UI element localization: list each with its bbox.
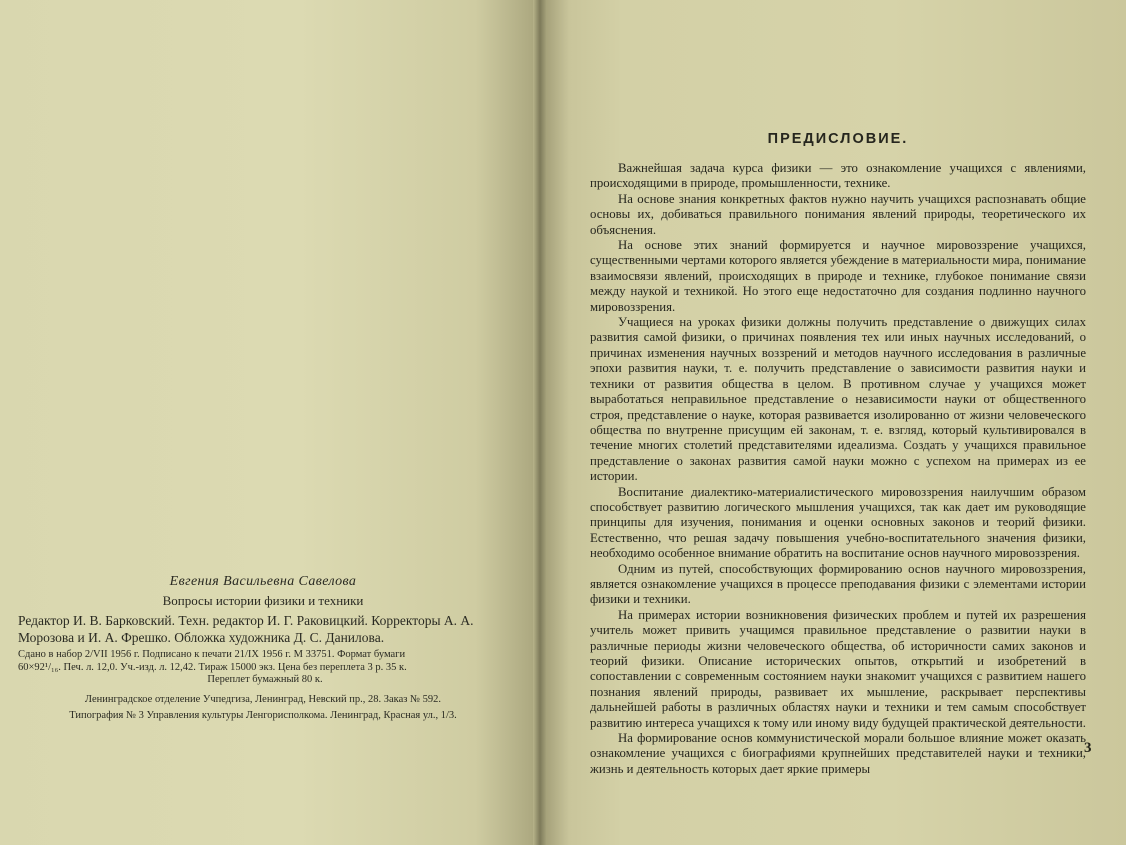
preface-paragraph: На основе знания конкретных фактов нужно научить учащихся распознавать общие основы их, добиваться правильного понимания явлений природы, теоретического их объяснения. [590, 191, 1086, 237]
print-details [18, 649, 512, 687]
page-number: 3 [1084, 740, 1092, 756]
imprint-block [14, 574, 512, 723]
preface-paragraph: Учащиеся на уроках физики должны получить представление о движущих силах развития самой физики, о причинах появления тех или иных научных исследований, о причинах изменения научных воззрений и методов научного исследования в различные эпохи развития науки, т. е. получить представление о зависимости развития науки и техники от развития общества в целом. В противном случае у учащихся может выработаться неправильное представление о независимости науки от общественного строя, представление о науке, которая развивается изолированно от жизни человеческого общества по внутренне присущим ей законам, т. е. взгляд, который культивировался в течение многих столетий представителями идеализма. Создать у учащихся правильное представление о законах развития самой науки можно с успехом на примерах из ее истории. [590, 315, 1086, 484]
print-line: 60×92¹/₁₆. Печ. л. 12,0. Уч.-изд. л. 12,42. Тираж 15000 экз. Цена без переплета 3 р. 35 к. [18, 661, 407, 673]
preface-body [590, 161, 1086, 777]
typography-line: Типография № 3 Управления культуры Ленгорисполкома. Ленинград, Красная ул., 1/3. [69, 709, 457, 721]
preface-section [590, 131, 1086, 777]
preface-paragraph: На формирование основ коммунистической морали большое влияние может оказать ознакомление учащихся с биографиями крупнейших представителей науки и техники, жизнь и деятельность которых дает яркие примеры [590, 731, 1086, 776]
print-line: Сдано в набор 2/VII 1956 г. Подписано к печати 21/IX 1956 г. М 33751. Формат бумаги [18, 649, 406, 660]
publisher-line: Ленинградское отделение Учпедгиза, Ленинград, Невский пр., 28. Заказ № 592. [84, 693, 442, 705]
preface-paragraph: Одним из путей, способствующих формированию основ научного мировоззрения, является ознакомление учащихся в процессе преподавания физики с элементами истории физики и техники. [590, 561, 1086, 607]
print-line: Переплет бумажный 80 к. [207, 674, 323, 685]
editors-credits: Редактор И. В. Барковский. Техн. редактор И. Г. Раковицкий. Корректоры А. А. Морозова и И. А. Фрешко. Обложка художника Д. С. Данилова. [18, 613, 474, 645]
preface-paragraph: На основе этих знаний формируется и научное мировоззрение учащихся, существенными чертами которого является убеждение в материальности мира, понимание взаимосвязи явлений, происходящих в природе и технике, глубокое понимание связи между наукой и техникой. Но этого еще недостаточно для создания подлинно научного мировоззрения. [590, 238, 1086, 314]
preface-paragraph: Воспитание диалектико-материалистического мировоззрения наилучшим образом способствует развитию логического мышления учащихся, так как дает им руководящие принципы для изучения, понимания и оценки основных законов и теорий физики. Естественно, что решая задачу повышения учебно-воспитательного значения физики, необходимо особенное внимание обратить на воспитание основ научного мировоззрения. [590, 484, 1086, 561]
book-title: Вопросы истории физики и техники [162, 593, 364, 608]
author-name: Евгения Васильевна Савелова [169, 574, 357, 589]
preface-heading: ПРЕДИСЛОВИЕ. [767, 131, 909, 147]
preface-paragraph: Важнейшая задача курса физики — это ознакомление учащихся с явлениями, происходящими в природе, промышленности, технике. [590, 161, 1086, 191]
book-gutter [533, 0, 547, 845]
preface-paragraph: На примерах истории возникновения физических проблем и путей их разрешения учитель может привить учащимся правильное представление о развитии науки в различные периоды жизни человеческого общества, об историчности самих законов и теорий физики. Описание исторических опытов, открытий и изобретений в сопоставлении с современным состоянием науки знакомит учащихся с развитием нашего познания явлений природы, развивает их мышление, раскрывает перспективы дальнейшей работы в различных областях науки и техники и тем самым способствует развитию интереса учащихся к тому или иному виду будущей практической деятельности. [590, 607, 1086, 730]
